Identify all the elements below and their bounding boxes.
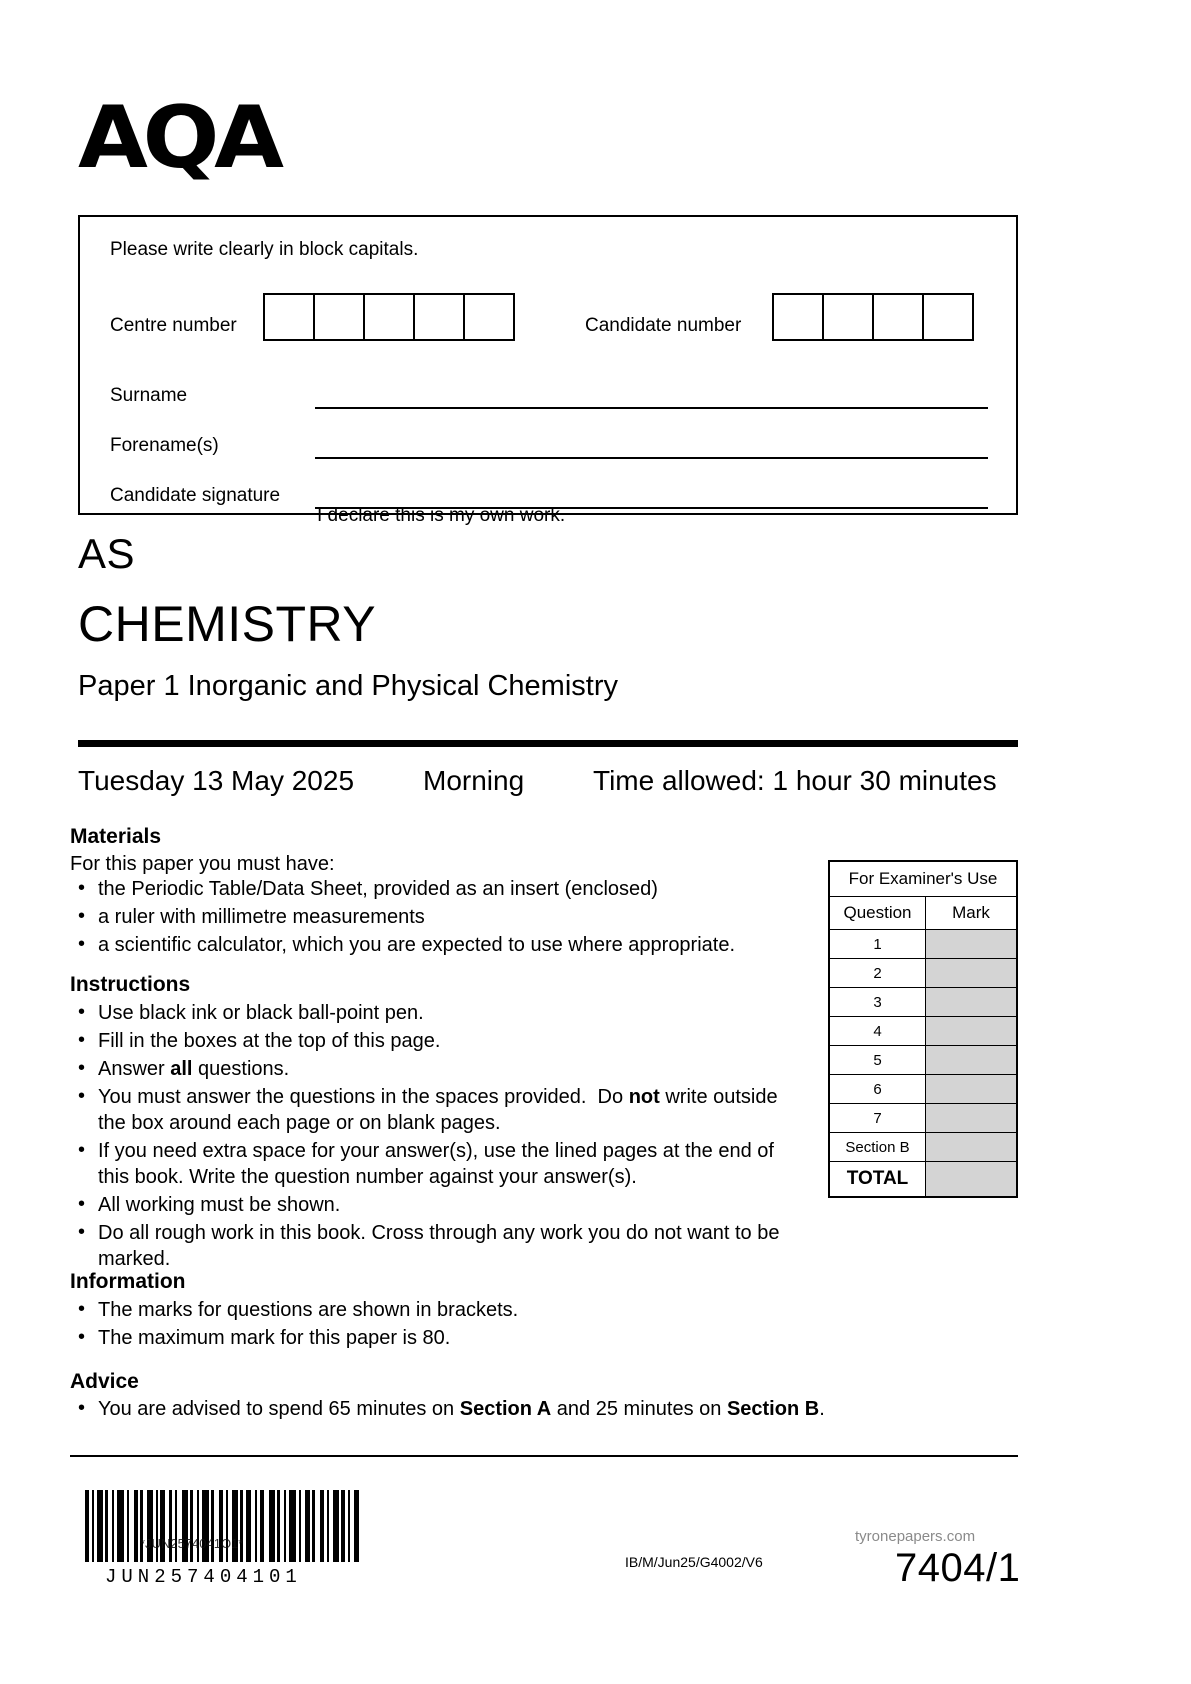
candidate-number-label: Candidate number	[585, 315, 742, 336]
list-item: • The marks for questions are shown in brackets.	[70, 1297, 810, 1323]
footer-divider	[70, 1455, 1018, 1457]
list-item: • The maximum mark for this paper is 80.	[70, 1325, 810, 1351]
paper-code: 7404/1	[895, 1546, 1021, 1590]
table-row	[829, 1017, 1017, 1046]
exam-datetime-row	[78, 765, 1023, 797]
table-row	[829, 1046, 1017, 1075]
candidate-number-cell[interactable]	[872, 293, 924, 341]
mark-cell[interactable]	[926, 1075, 1018, 1104]
column-header-question: Question	[829, 897, 926, 930]
surname-label: Surname	[110, 385, 188, 406]
total-label: TOTAL	[829, 1162, 926, 1198]
centre-number-cell[interactable]	[413, 293, 465, 341]
list-item: • If you need extra space for your answer(s), use the lined pages at the end of this book. Write the question number against your answer(s).	[70, 1138, 810, 1190]
question-number: 1	[829, 930, 926, 959]
advice-heading: Advice	[70, 1370, 139, 1393]
mark-cell[interactable]	[926, 1104, 1018, 1133]
list-item: • the Periodic Table/Data Sheet, provided as an insert (enclosed)	[70, 876, 830, 902]
question-number: 2	[829, 959, 926, 988]
table-row	[829, 959, 1017, 988]
materials-heading: Materials	[70, 825, 162, 848]
question-number: 7	[829, 1104, 926, 1133]
exam-time-allowed: Time allowed: 1 hour 30 minutes	[593, 765, 997, 796]
paper-reference: IB/M/Jun25/G4002/V6	[625, 1554, 763, 1570]
examiner-use-table	[828, 860, 1018, 1198]
column-header-mark: Mark	[926, 897, 1018, 930]
list-item: • a scientific calculator, which you are expected to use where appropriate.	[70, 932, 830, 958]
centre-number-cell[interactable]	[263, 293, 315, 341]
table-row	[829, 1133, 1017, 1162]
mark-cell[interactable]	[926, 1017, 1018, 1046]
list-item: • Answer all questions.	[70, 1056, 810, 1082]
table-row	[829, 930, 1017, 959]
table-row	[829, 988, 1017, 1017]
mark-cell[interactable]	[926, 988, 1018, 1017]
mark-cell[interactable]	[926, 959, 1018, 988]
list-item: • All working must be shown.	[70, 1192, 810, 1218]
paper-title: Paper 1 Inorganic and Physical Chemistry	[78, 670, 618, 702]
declaration-text: I declare this is my own work.	[317, 505, 566, 526]
qualification-level: AS	[78, 530, 136, 577]
mark-cell[interactable]	[926, 930, 1018, 959]
aqa-logo: AQA	[78, 88, 279, 188]
advice-list	[70, 1396, 920, 1424]
watermark-text: tyronepapers.com	[855, 1528, 976, 1545]
barcode-digits: JUN257404101	[105, 1566, 302, 1588]
question-number: 5	[829, 1046, 926, 1075]
candidate-details-box	[78, 215, 1018, 526]
materials-list	[70, 876, 830, 960]
centre-number-cell[interactable]	[313, 293, 365, 341]
list-item: • You are advised to spend 65 minutes on Section A and 25 minutes on Section B.	[70, 1396, 920, 1422]
information-heading: Information	[70, 1270, 186, 1293]
exam-session: Morning	[423, 765, 525, 796]
list-item: • Do all rough work in this book. Cross through any work you do not want to be marked.	[70, 1220, 810, 1272]
candidate-number-cell[interactable]	[822, 293, 874, 341]
candidate-signature-label: Candidate signature	[110, 485, 281, 506]
block-capitals-instruction: Please write clearly in block capitals.	[110, 239, 419, 260]
table-row	[829, 1104, 1017, 1133]
forenames-label: Forename(s)	[110, 435, 219, 456]
centre-number-cell[interactable]	[363, 293, 415, 341]
mark-cell[interactable]	[926, 1046, 1018, 1075]
barcode-overlay-text: *JUN2574041O1*	[140, 1536, 244, 1551]
forenames-field[interactable]	[315, 457, 988, 459]
centre-number-label: Centre number	[110, 315, 237, 336]
materials-intro: For this paper you must have:	[70, 853, 335, 875]
surname-field[interactable]	[315, 407, 988, 409]
barcode-image	[85, 1490, 415, 1562]
centre-number-cell[interactable]	[463, 293, 515, 341]
total-mark-cell[interactable]	[926, 1162, 1018, 1198]
table-row	[829, 1075, 1017, 1104]
table-row	[829, 861, 1017, 897]
centre-number-input[interactable]	[263, 293, 515, 341]
title-divider	[78, 740, 1018, 747]
question-number-section-b: Section B	[829, 1133, 926, 1162]
table-row-total	[829, 1162, 1017, 1198]
information-list	[70, 1297, 810, 1353]
table-row	[829, 897, 1017, 930]
list-item: • You must answer the questions in the spaces provided. Do not write outside the box around each page or on blank pages.	[70, 1084, 810, 1136]
examiner-table-title: For Examiner's Use	[829, 861, 1017, 897]
mark-cell[interactable]	[926, 1133, 1018, 1162]
subject-title: CHEMISTRY	[78, 596, 377, 652]
exam-date: Tuesday 13 May 2025	[78, 765, 355, 796]
candidate-number-cell[interactable]	[922, 293, 974, 341]
question-number: 6	[829, 1075, 926, 1104]
instructions-list	[70, 1000, 810, 1274]
list-item: • Fill in the boxes at the top of this page.	[70, 1028, 810, 1054]
instructions-heading: Instructions	[70, 973, 191, 996]
question-number: 4	[829, 1017, 926, 1046]
candidate-number-cell[interactable]	[772, 293, 824, 341]
candidate-number-input[interactable]	[772, 293, 974, 341]
list-item: • a ruler with millimetre measurements	[70, 904, 830, 930]
list-item: • Use black ink or black ball-point pen.	[70, 1000, 810, 1026]
question-number: 3	[829, 988, 926, 1017]
